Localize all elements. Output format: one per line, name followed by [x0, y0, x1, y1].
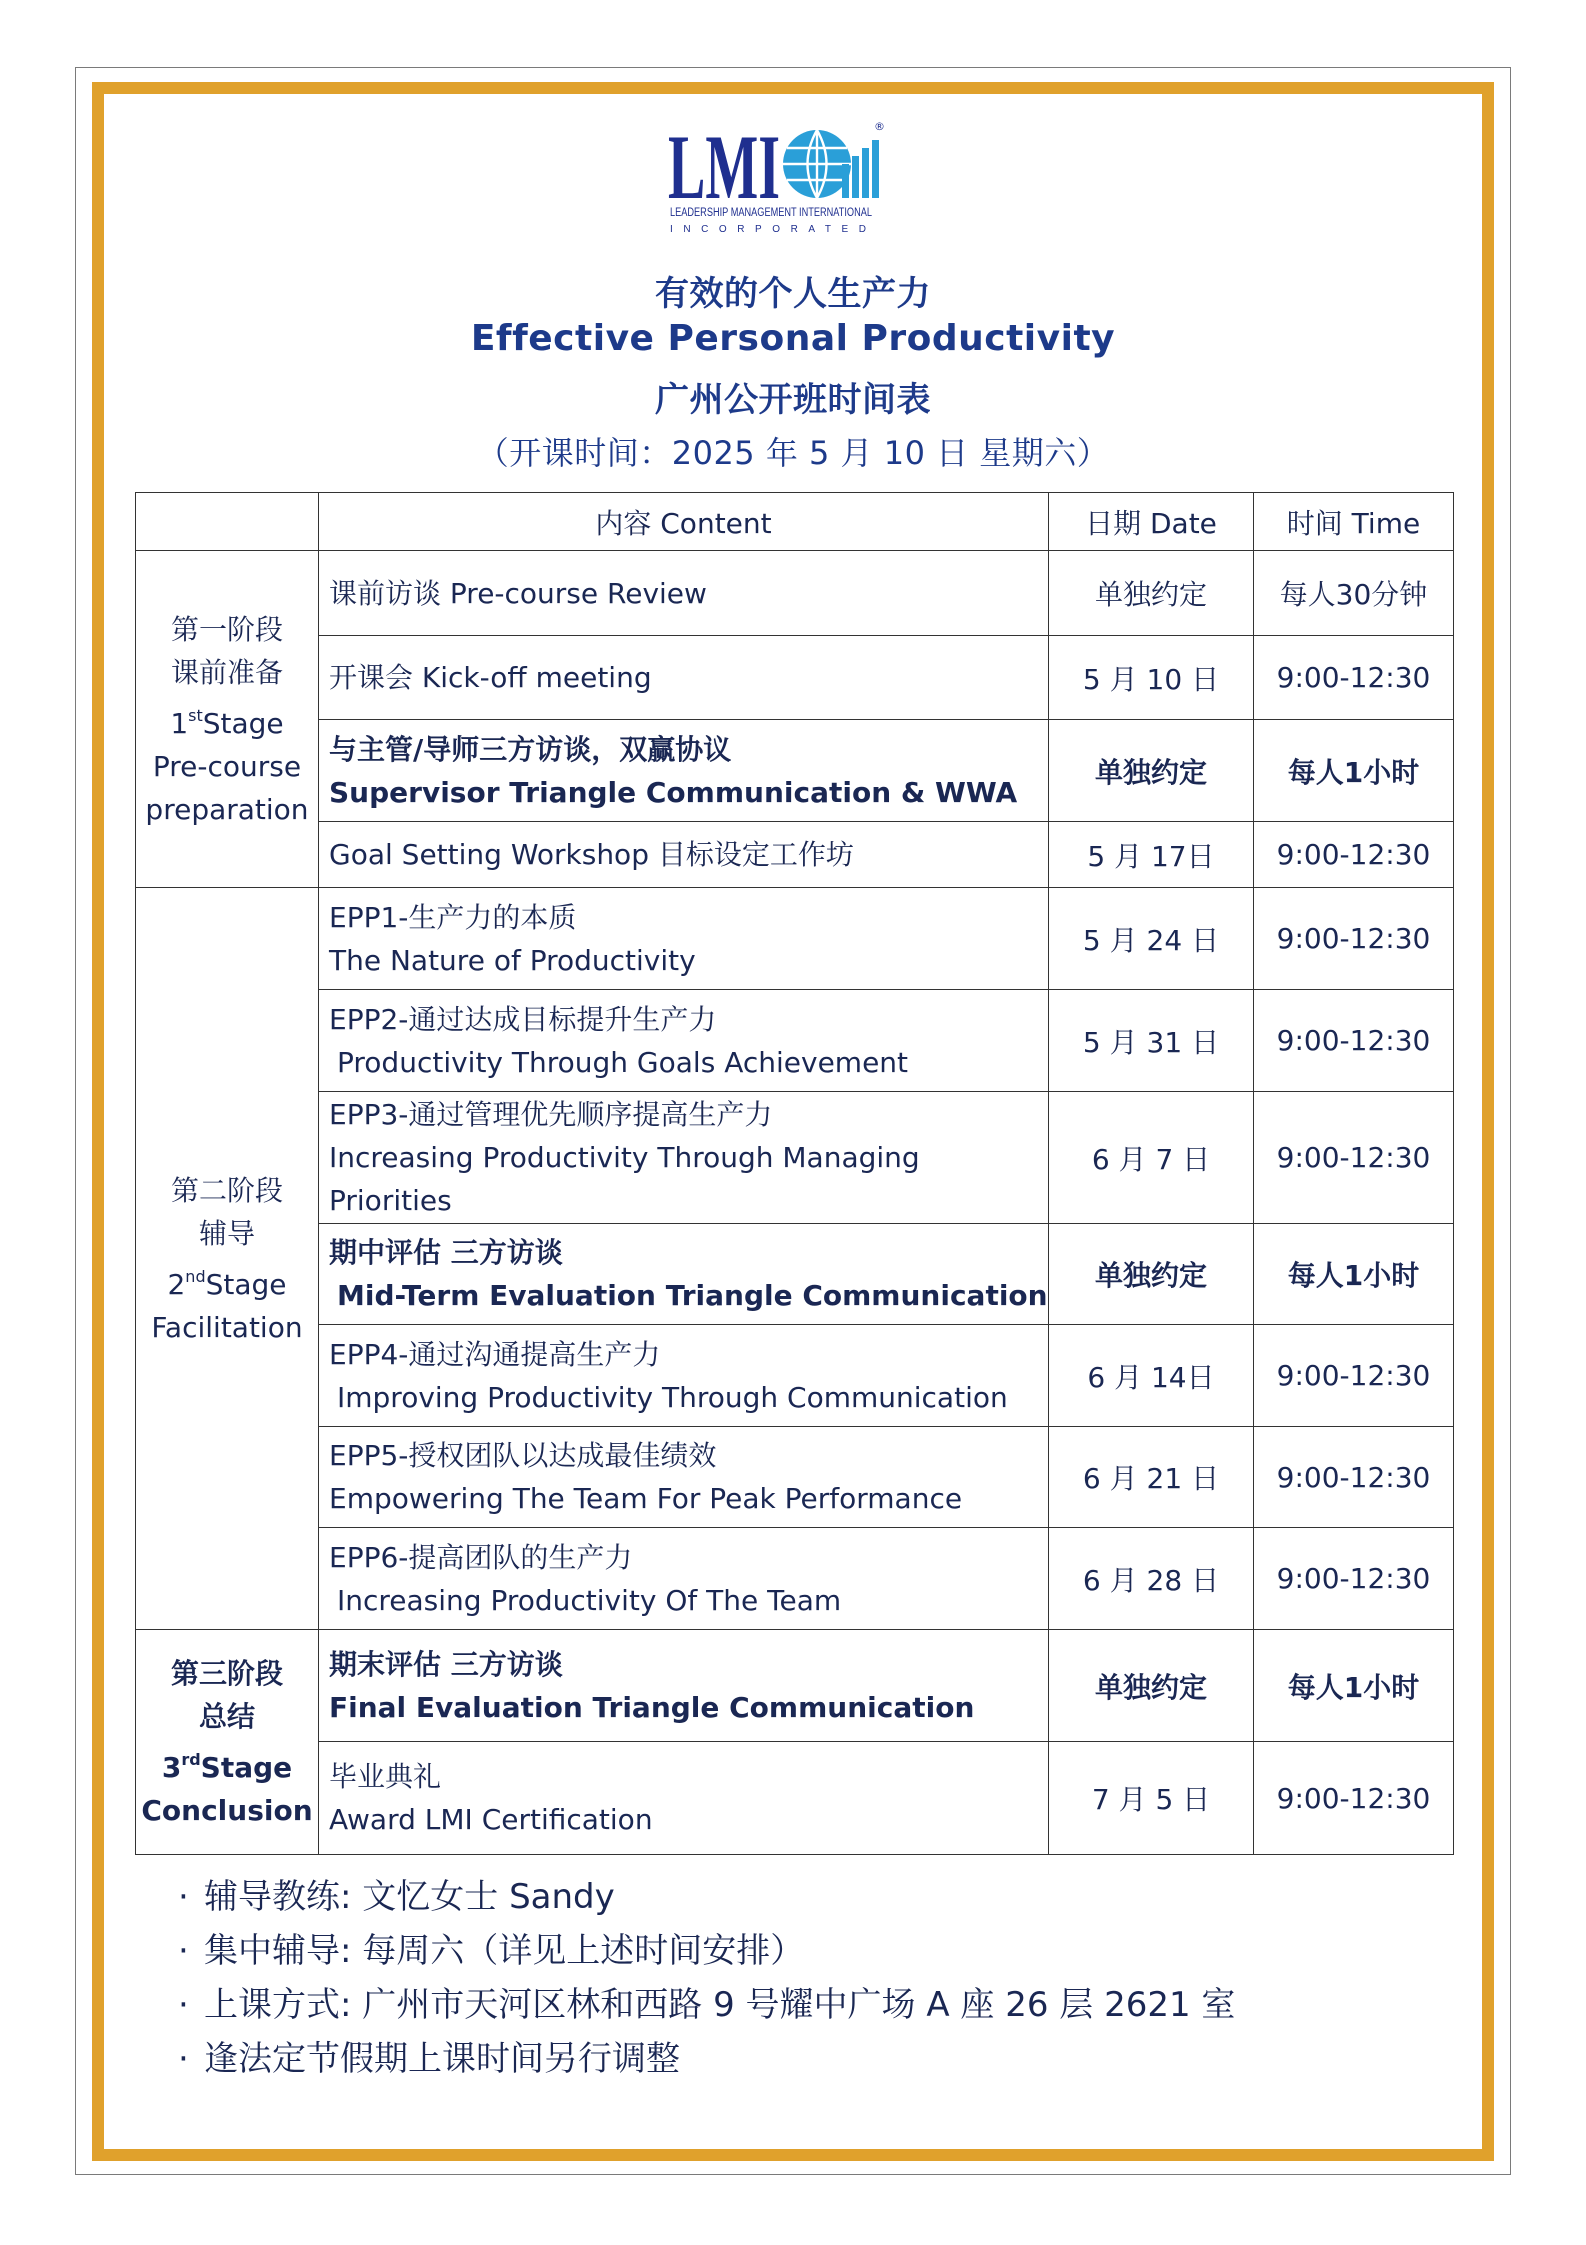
content-cell: EPP3-通过管理优先顺序提高生产力 Increasing Productivity Through Managing Priorities	[319, 1092, 1049, 1224]
stage-label: 第一阶段	[170, 612, 283, 646]
content-cell: EPP5-授权团队以达成最佳绩效 Empowering The Team For Peak Performance	[319, 1427, 1049, 1528]
logo-line-2: INCORPORATED	[670, 224, 872, 235]
table-row	[136, 1325, 1454, 1427]
table-row	[136, 1528, 1454, 1630]
time-cell: 每人1小时	[1254, 720, 1454, 822]
course-title-cn: 有效的个人生产力	[655, 274, 931, 314]
date-cell: 6 月 28 日	[1049, 1528, 1254, 1630]
course-title-en: Effective Personal Productivity	[470, 318, 1116, 359]
date-cell: 5 月 24 日	[1049, 888, 1254, 990]
header-time: 时间 Time	[1254, 493, 1454, 551]
date-cell: 6 月 14日	[1049, 1325, 1254, 1427]
content-cell: 课前访谈 Pre-course Review	[319, 551, 1049, 636]
table-row	[136, 636, 1454, 720]
list-item: · 辅导教练: 文忆女士 Sandy	[178, 1877, 615, 1917]
content-cell: EPP1-生产力的本质 The Nature of Productivity	[319, 888, 1049, 990]
stage-label-en: Facilitation	[151, 1310, 303, 1344]
table-row	[136, 888, 1454, 990]
schedule-subtitle: 广州公开班时间表	[655, 380, 931, 420]
stage-label-en: Conclusion	[141, 1794, 313, 1827]
notes-list	[178, 1870, 1235, 2086]
list-item: · 逢法定节假期上课时间另行调整	[178, 2039, 680, 2079]
time-cell: 每人1小时	[1254, 1224, 1454, 1325]
time-cell: 每人1小时	[1254, 1630, 1454, 1742]
table-header-row	[136, 493, 1454, 551]
date-cell: 7 月 5 日	[1049, 1742, 1254, 1855]
stage-label-en: preparation	[145, 792, 309, 826]
logo-wordmark: LMI	[668, 118, 780, 218]
schedule-table	[135, 492, 1454, 1855]
stage-number: 3rdStage	[161, 1750, 293, 1784]
table-row	[136, 551, 1454, 636]
stage-label: 第三阶段	[170, 1657, 283, 1690]
stage-number: 2ndStage	[167, 1266, 287, 1301]
table-row	[136, 1742, 1454, 1855]
date-cell: 6 月 7 日	[1049, 1092, 1254, 1224]
table-row	[136, 720, 1454, 822]
content-cell: EPP2-通过达成目标提升生产力 Productivity Through Goals Achievement	[319, 990, 1049, 1092]
table-row	[136, 1630, 1454, 1742]
date-cell: 5 月 10 日	[1049, 636, 1254, 720]
time-cell: 9:00-12:30	[1254, 1325, 1454, 1427]
stage-3-cell	[136, 1630, 319, 1855]
table-row	[136, 1224, 1454, 1325]
date-cell: 单独约定	[1049, 720, 1254, 822]
header-date: 日期 Date	[1049, 493, 1254, 551]
date-cell: 5 月 31 日	[1049, 990, 1254, 1092]
stage-label: 第二阶段	[170, 1173, 283, 1207]
time-cell: 9:00-12:30	[1254, 1742, 1454, 1855]
table-row	[136, 1427, 1454, 1528]
bar-graph-icon	[842, 140, 879, 198]
time-cell: 9:00-12:30	[1254, 636, 1454, 720]
time-cell: 9:00-12:30	[1254, 1427, 1454, 1528]
stage-2-cell	[136, 888, 319, 1630]
content-cell: EPP4-通过沟通提高生产力 Improving Productivity Through Communication	[319, 1325, 1049, 1427]
stage-label: 课前准备	[170, 655, 283, 689]
table-row	[136, 1092, 1454, 1224]
content-cell: EPP6-提高团队的生产力 Increasing Productivity Of The Team	[319, 1528, 1049, 1630]
content-cell: 期中评估 三方访谈 Mid-Term Evaluation Triangle Communication	[319, 1224, 1049, 1325]
date-cell: 单独约定	[1049, 1630, 1254, 1742]
time-cell: 每人30分钟	[1254, 551, 1454, 636]
date-cell: 单独约定	[1049, 551, 1254, 636]
time-cell: 9:00-12:30	[1254, 888, 1454, 990]
stage-label: 辅导	[198, 1216, 255, 1250]
logo-line-1: LEADERSHIP MANAGEMENT INTERNATIONAL	[670, 207, 873, 219]
content-cell: 毕业典礼 Award LMI Certification	[319, 1742, 1049, 1855]
time-cell: 9:00-12:30	[1254, 1528, 1454, 1630]
stage-1-cell	[136, 551, 319, 888]
date-cell: 6 月 21 日	[1049, 1427, 1254, 1528]
time-cell: 9:00-12:30	[1254, 822, 1454, 888]
date-cell: 单独约定	[1049, 1224, 1254, 1325]
start-date: （开课时间：2025 年 5 月 10 日 星期六）	[476, 434, 1110, 472]
content-cell: Goal Setting Workshop 目标设定工作坊	[319, 822, 1049, 888]
registered-mark: ®	[874, 120, 885, 133]
content-cell: 期末评估 三方访谈 Final Evaluation Triangle Communication	[319, 1630, 1049, 1742]
lmi-logo	[666, 118, 896, 240]
date-cell: 5 月 17日	[1049, 822, 1254, 888]
stage-label: 总结	[198, 1700, 255, 1733]
time-cell: 9:00-12:30	[1254, 1092, 1454, 1224]
content-cell: 与主管/导师三方访谈，双赢协议 Supervisor Triangle Communication & WWA	[319, 720, 1049, 822]
header-stage	[136, 493, 319, 551]
stage-label-en: Pre-course	[152, 749, 302, 783]
table-row	[136, 822, 1454, 888]
list-item: · 集中辅导: 每周六（详见上述时间安排）	[178, 1931, 805, 1971]
time-cell: 9:00-12:30	[1254, 990, 1454, 1092]
list-item: · 上课方式: 广州市天河区林和西路 9 号耀中广场 A 座 26 层 2621 室	[178, 1985, 1236, 2025]
table-row	[136, 990, 1454, 1092]
globe-icon	[783, 130, 851, 198]
content-cell: 开课会 Kick-off meeting	[319, 636, 1049, 720]
header-content: 内容 Content	[319, 493, 1049, 551]
stage-number: 1stStage	[170, 705, 284, 740]
